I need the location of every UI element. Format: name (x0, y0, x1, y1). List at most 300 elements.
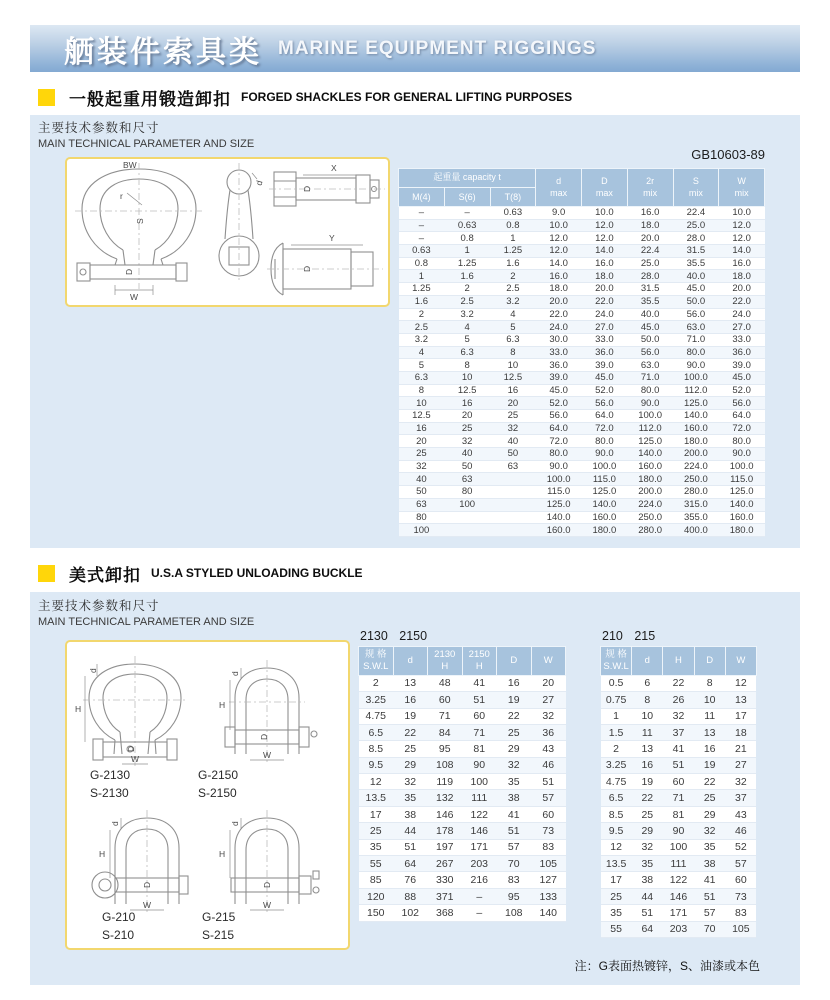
table-cell: 80.0 (582, 435, 628, 448)
table-cell: 51 (632, 905, 663, 921)
model-caption: S-2130 (90, 786, 129, 800)
dim-w: W (143, 900, 152, 910)
table-cell: 32 (490, 422, 536, 435)
table-cell: 38 (497, 790, 532, 806)
table-cell: 0.63 (399, 245, 445, 258)
table-body (359, 675, 566, 921)
table-cell: 224.0 (627, 498, 673, 511)
table-cell: 8 (490, 346, 536, 359)
table-cell: 16 (694, 741, 725, 757)
table-cell: 35 (601, 905, 632, 921)
table-cell: 8.5 (601, 806, 632, 822)
table-row (399, 460, 765, 473)
table-cell: 81 (663, 806, 694, 822)
table-cell: 56.0 (627, 346, 673, 359)
table-cell: 16 (632, 757, 663, 773)
table-cell: 57 (531, 790, 566, 806)
table-cell: 17 (601, 872, 632, 888)
table-row (601, 905, 757, 921)
table-cell: 102 (393, 905, 428, 921)
usa-shackle-table-2130-2150 (358, 646, 566, 922)
col-header-swl: 规 格 S.W.L (601, 647, 632, 676)
dim-h: H (219, 849, 226, 859)
table-cell: 35 (694, 839, 725, 855)
table-cell: 132 (428, 790, 463, 806)
col-header-2150-h: 2150 H (462, 647, 497, 676)
table-cell: 108 (428, 757, 463, 773)
table-cell: 125.0 (673, 397, 719, 410)
table-cell: 160.0 (627, 460, 673, 473)
table-cell: 35 (497, 774, 532, 790)
table-row (601, 708, 757, 724)
table-cell: 90.0 (719, 448, 765, 461)
table-cell: 36.0 (719, 346, 765, 359)
table-cell: 38 (694, 856, 725, 872)
table-cell: 50.0 (627, 333, 673, 346)
table-cell (490, 473, 536, 486)
table-cell: – (444, 207, 490, 220)
col-header-t8: T(8) (490, 188, 536, 207)
table-cell: 35 (393, 790, 428, 806)
table-cell: 48 (428, 675, 463, 691)
table-cell: 50 (490, 448, 536, 461)
table-cell: 2.5 (399, 321, 445, 334)
table-cell: 16.0 (536, 270, 582, 283)
table-cell: 83 (497, 872, 532, 888)
table-cell: 85 (359, 872, 394, 888)
table-cell: – (399, 219, 445, 232)
table-cell: 41 (663, 741, 694, 757)
table-cell: 12.0 (582, 232, 628, 245)
table-cell: 203 (663, 921, 694, 937)
table-cell: 100 (444, 498, 490, 511)
table-cell: 50.0 (673, 295, 719, 308)
col-header-H: H (663, 647, 694, 676)
table-cell: 2 (444, 283, 490, 296)
table-cell: 22.0 (582, 295, 628, 308)
table-cell: 51 (663, 757, 694, 773)
table-cell: 125.0 (719, 486, 765, 499)
dim-d: d (110, 821, 120, 826)
dim-d: d (230, 671, 240, 676)
table-header (399, 169, 765, 207)
table-cell: 25 (497, 724, 532, 740)
table-cell: 20 (399, 435, 445, 448)
table-cell: 160.0 (536, 524, 582, 537)
table-cell: 1 (444, 245, 490, 258)
forged-shackle-drawing (67, 159, 388, 305)
table-cell: 12.5 (490, 371, 536, 384)
table-cell: 6 (632, 675, 663, 691)
table-row (399, 219, 765, 232)
section2-title-en: U.S.A STYLED UNLOADING BUCKLE (151, 566, 363, 580)
table-cell: 27 (531, 692, 566, 708)
table-cell: 10 (694, 692, 725, 708)
table-cell: 25 (601, 888, 632, 904)
col-header-2130-h: 2130 H (428, 647, 463, 676)
table-cell: 108 (497, 905, 532, 921)
table-cell: – (399, 207, 445, 220)
table-cell: 37 (725, 790, 756, 806)
table-cell: 100.0 (536, 473, 582, 486)
table-cell: 355.0 (673, 511, 719, 524)
table-cell: 11 (632, 724, 663, 740)
model-caption: G-210 (102, 910, 136, 924)
table-cell: 37 (663, 724, 694, 740)
table-cell: 216 (462, 872, 497, 888)
table-cell: 125.0 (536, 498, 582, 511)
table-cell: 27.0 (582, 321, 628, 334)
table-cell: 35 (359, 839, 394, 855)
table-cell: 63.0 (673, 321, 719, 334)
table-cell: 8 (399, 384, 445, 397)
section1-title-zh: 一般起重用锻造卸扣 (69, 89, 231, 109)
table-cell: 63 (444, 473, 490, 486)
table-cell: 9.5 (601, 823, 632, 839)
table-cell: 16.0 (582, 257, 628, 270)
table-cell: 1.6 (490, 257, 536, 270)
table-cell: 57 (694, 905, 725, 921)
table-row (359, 692, 566, 708)
section1-title-en: FORGED SHACKLES FOR GENERAL LIFTING PURPOSES (241, 90, 573, 104)
table-cell: 32 (393, 774, 428, 790)
table-cell: 9.5 (359, 757, 394, 773)
table-cell: 56.0 (719, 397, 765, 410)
table-cell: 43 (725, 806, 756, 822)
table-cell: 80 (399, 511, 445, 524)
table-cell: 51 (393, 839, 428, 855)
table-cell: 71.0 (627, 371, 673, 384)
table-row (359, 823, 566, 839)
table-cell: 76 (393, 872, 428, 888)
table-cell: 8 (694, 675, 725, 691)
table-cell: 14.0 (536, 257, 582, 270)
table-cell: 56.0 (582, 397, 628, 410)
table-cell: 60 (428, 692, 463, 708)
table-row (601, 741, 757, 757)
table-cell: 16.0 (627, 207, 673, 220)
col-header-W-mix: W mix (719, 169, 765, 207)
table-cell: 60 (725, 872, 756, 888)
table-cell: 14.0 (719, 245, 765, 258)
table-cell: 10 (490, 359, 536, 372)
usa-shackle-diagram-box (65, 640, 350, 950)
col-header-swl: 规 格 S.W.L (359, 647, 394, 676)
table-row (359, 774, 566, 790)
table-row (399, 486, 765, 499)
table-row (601, 757, 757, 773)
col-header-D: D (694, 647, 725, 676)
table-cell: 45.0 (673, 283, 719, 296)
table-cell: 5 (490, 321, 536, 334)
table-cell: 32 (694, 823, 725, 839)
dim-label-y: Y (329, 233, 335, 243)
dim-d: d (88, 668, 98, 673)
table-cell: 115.0 (719, 473, 765, 486)
table-cell: 27.0 (719, 321, 765, 334)
table-cell: 25 (359, 823, 394, 839)
table-row (399, 333, 765, 346)
table-cell: 40.0 (673, 270, 719, 283)
table-row (399, 308, 765, 321)
table-cell: 140.0 (536, 511, 582, 524)
table-cell: 120 (359, 888, 394, 904)
table-cell: 20 (444, 410, 490, 423)
table-cell: 111 (663, 856, 694, 872)
dim-label-s: S (135, 218, 145, 224)
dim-label-x-d: D (302, 185, 312, 192)
table-cell: 41 (462, 675, 497, 691)
table-cell: 12.0 (719, 232, 765, 245)
table-cell: 2 (601, 741, 632, 757)
table-cell: 28.0 (627, 270, 673, 283)
table-cell: 12.0 (582, 219, 628, 232)
table-cell: 13 (632, 741, 663, 757)
param-label-en: MAIN TECHNICAL PARAMETER AND SIZE (38, 616, 255, 628)
table-cell: 100.0 (582, 460, 628, 473)
table-cell: 16 (490, 384, 536, 397)
table-cell: 12 (725, 675, 756, 691)
table-cell: 25 (444, 422, 490, 435)
table-cell: 32 (725, 774, 756, 790)
table-row (399, 498, 765, 511)
table-cell: 160.0 (673, 422, 719, 435)
table-cell: 100 (663, 839, 694, 855)
table-cell: 20.0 (536, 295, 582, 308)
table-cell: 46 (725, 823, 756, 839)
table-cell: 22 (694, 774, 725, 790)
table-row (399, 295, 765, 308)
table-cell: 36.0 (536, 359, 582, 372)
table-cell: 71.0 (673, 333, 719, 346)
table-cell: 16 (497, 675, 532, 691)
table-cell: 32 (497, 757, 532, 773)
table-row (399, 257, 765, 270)
table-cell: 64.0 (582, 410, 628, 423)
table-cell: 83 (531, 839, 566, 855)
table-cell: 13 (725, 692, 756, 708)
param-label-en: MAIN TECHNICAL PARAMETER AND SIZE (38, 138, 255, 150)
table-cell: 19 (632, 774, 663, 790)
table-cell: 115.0 (582, 473, 628, 486)
table-cell: 5 (399, 359, 445, 372)
banner-title-zh: 舾装件索具类 (64, 35, 262, 69)
table-cell: 36.0 (582, 346, 628, 359)
section2-title-zh: 美式卸扣 (69, 565, 141, 585)
table-cell: 224.0 (673, 460, 719, 473)
table-row (399, 511, 765, 524)
table-cell: 3.2 (399, 333, 445, 346)
table-cell: 39.0 (536, 371, 582, 384)
table-row (359, 741, 566, 757)
table-cell: 12.0 (536, 245, 582, 258)
footnote: 注：G表面热镀锌，S、油漆或本色 (574, 959, 760, 973)
table-cell: 52 (725, 839, 756, 855)
table-cell: 2 (359, 675, 394, 691)
dim-h: H (99, 849, 106, 859)
table-row (399, 410, 765, 423)
model-caption: S-215 (202, 928, 235, 942)
table-cell: 122 (663, 872, 694, 888)
table-cell: 35 (632, 856, 663, 872)
table-cell: 4.75 (601, 774, 632, 790)
table-cell: 44 (632, 888, 663, 904)
model-caption: G-2130 (90, 768, 131, 782)
standard-code: GB10603-89 (691, 147, 765, 162)
table-cell: 3.2 (490, 295, 536, 308)
table-row (359, 790, 566, 806)
dim-label-w: W (130, 292, 139, 302)
table-cell: 29 (694, 806, 725, 822)
table-cell: 28.0 (673, 232, 719, 245)
table-row (359, 839, 566, 855)
table-cell: 24.0 (536, 321, 582, 334)
table-cell: 9.0 (536, 207, 582, 220)
table-cell: 4 (444, 321, 490, 334)
table-cell: 80.0 (673, 346, 719, 359)
dim-label-pin-d: D (124, 268, 134, 275)
model-caption: S-2150 (198, 786, 237, 800)
table-cell: 10.0 (582, 207, 628, 220)
table-cell: 1.25 (444, 257, 490, 270)
table-cell: 6.3 (399, 371, 445, 384)
table-cell: 90.0 (627, 397, 673, 410)
table-cell: 8 (444, 359, 490, 372)
table-cell: 52.0 (582, 384, 628, 397)
table-cell: 45.0 (536, 384, 582, 397)
table-cell: 0.8 (399, 257, 445, 270)
table-row (359, 806, 566, 822)
table-row (601, 675, 757, 691)
table-row (359, 905, 566, 921)
table-cell: 6.3 (490, 333, 536, 346)
table-cell: 90 (663, 823, 694, 839)
table-cell: 17 (725, 708, 756, 724)
table-row (399, 397, 765, 410)
table-cell: 25.0 (673, 219, 719, 232)
table-cell: 8.5 (359, 741, 394, 757)
table-cell: 3.25 (601, 757, 632, 773)
table-cell: 55 (601, 921, 632, 937)
table-row (601, 724, 757, 740)
capacity-group-header: 起重量 capacity t (399, 169, 536, 188)
col-header-m4: M(4) (399, 188, 445, 207)
section1-param-label (38, 118, 254, 150)
table-cell: 250.0 (673, 473, 719, 486)
table-cell: – (399, 232, 445, 245)
table-row (399, 448, 765, 461)
table-cell: 0.5 (601, 675, 632, 691)
table-cell: 4 (399, 346, 445, 359)
table-cell: 71 (462, 724, 497, 740)
table-cell: 178 (428, 823, 463, 839)
table-cell: 5 (444, 333, 490, 346)
section2-param-label (38, 596, 254, 628)
table-row (399, 473, 765, 486)
table-cell: 72.0 (536, 435, 582, 448)
table-cell: 22.4 (673, 207, 719, 220)
table-cell: 45.0 (582, 371, 628, 384)
table-cell: 17 (359, 806, 394, 822)
table-row (399, 435, 765, 448)
table-row (359, 888, 566, 904)
table-cell: 140.0 (719, 498, 765, 511)
section2-heading (38, 563, 363, 583)
table-cell: 330 (428, 872, 463, 888)
table-cell: 1.25 (490, 245, 536, 258)
col-header-d-max: d max (536, 169, 582, 207)
table-cell: 70 (694, 921, 725, 937)
table-cell: 25 (632, 806, 663, 822)
table-cell: 51 (531, 774, 566, 790)
table-row (399, 245, 765, 258)
col-header-2r-mix: 2r mix (627, 169, 673, 207)
table-cell: 90.0 (673, 359, 719, 372)
table-cell: 112.0 (673, 384, 719, 397)
model-caption: G-215 (202, 910, 236, 924)
table-cell: 41 (694, 872, 725, 888)
table-body (601, 675, 757, 937)
table-cell: 18.0 (719, 270, 765, 283)
table-row (601, 839, 757, 855)
table-cell: 146 (663, 888, 694, 904)
table-cell: 2 (490, 270, 536, 283)
table-cell: 16 (444, 397, 490, 410)
table-cell: 13 (694, 724, 725, 740)
table-row (359, 856, 566, 872)
table-cell: 10 (632, 708, 663, 724)
forged-shackle-spec-table (398, 168, 765, 537)
table-cell: 60 (663, 774, 694, 790)
yellow-bullet-icon (38, 565, 55, 582)
table-cell: 10 (399, 397, 445, 410)
table-cell: 80.0 (536, 448, 582, 461)
table-cell: 11 (694, 708, 725, 724)
table-cell: 63 (490, 460, 536, 473)
table-cell: 4.75 (359, 708, 394, 724)
table-cell: 18 (725, 724, 756, 740)
table-cell: 70 (497, 856, 532, 872)
table-cell: 10.0 (536, 219, 582, 232)
table-cell: 180.0 (673, 435, 719, 448)
table-cell: 57 (497, 839, 532, 855)
param-label-zh: 主要技术参数和尺寸 (38, 121, 160, 135)
dim-D: D (142, 881, 152, 888)
table-row (601, 823, 757, 839)
table-cell: 29 (632, 823, 663, 839)
table-cell: 40 (444, 448, 490, 461)
table-cell: 160.0 (582, 511, 628, 524)
table-cell: 1.6 (399, 295, 445, 308)
dim-label-d-side: d (253, 179, 265, 187)
table-cell: 100 (399, 524, 445, 537)
table-cell: 12.5 (444, 384, 490, 397)
table-cell: 60 (462, 708, 497, 724)
table-cell: 171 (462, 839, 497, 855)
table-cell: 0.63 (490, 207, 536, 220)
table-cell: 20.0 (582, 283, 628, 296)
dim-D: D (262, 881, 272, 888)
table-cell: 400.0 (673, 524, 719, 537)
table-cell: 32 (531, 708, 566, 724)
table-header (601, 647, 757, 676)
table-cell: 1 (601, 708, 632, 724)
table-cell: 24.0 (719, 308, 765, 321)
table-cell: 119 (428, 774, 463, 790)
table-cell: 73 (725, 888, 756, 904)
table-row (399, 359, 765, 372)
table-cell: 0.63 (444, 219, 490, 232)
